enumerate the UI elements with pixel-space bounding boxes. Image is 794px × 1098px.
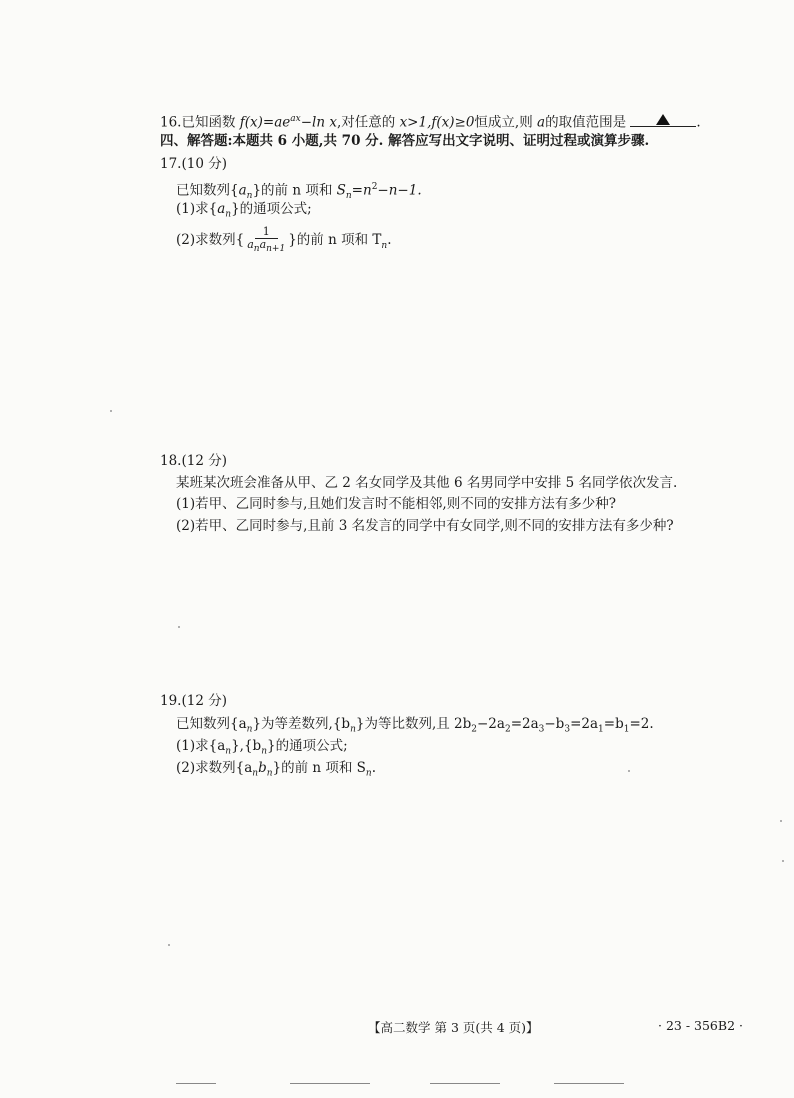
question-19-stem: 已知数列$\{a_n\}$为等差数列$,\{b_n\}$为等比数列,且 $2b_2-2a_2=2a_3-b_3=2a_1=b_1=2$. (176, 716, 654, 735)
triangle-icon (656, 114, 670, 125)
question-17-stem: 已知数列$\{a_n\}$的前 n 项和 $S_n=n^2-n-1$. (176, 182, 422, 202)
question-number: 16. (160, 114, 182, 131)
scan-speck (628, 770, 630, 772)
question-18-part-2: (2)若甲、乙同时参与,且前 3 名发言的同学中有女同学,则不同的安排方法有多少种? (176, 518, 674, 534)
answer-blank[interactable] (630, 112, 696, 127)
exam-code: · 23 - 356B2 · (658, 1018, 743, 1033)
scan-line (554, 1083, 624, 1084)
scan-speck (780, 820, 782, 822)
scan-speck (168, 944, 170, 946)
question-18-stem: 某班某次班会准备从甲、乙 2 名女同学及其他 6 名男同学中安排 5 名同学依次发言. (176, 475, 678, 491)
question-19-header: 19.(12 分) (160, 693, 227, 709)
scan-speck (178, 626, 180, 628)
question-18-header: 18.(12 分) (160, 453, 227, 469)
question-19-part-1: (1)求$\{a_n\},\{b_n\}$的通项公式; (176, 738, 348, 757)
scan-line (430, 1083, 500, 1084)
question-18-part-1: (1)若甲、乙同时参与,且她们发言时不能相邻,则不同的安排方法有多少种? (176, 496, 616, 512)
question-16: 16.已知函数 $f(x)=ae^{ax}-\ln$ x,对任意的 x>1,f(x)≥0恒成立,则 a的取值范围是 . (160, 110, 701, 132)
section-heading: 四、解答题:本题共 6 小题,共 70 分. 解答应写出文字说明、证明过程或演算步骤. (160, 133, 650, 149)
question-17-header: 17.(10 分) (160, 156, 227, 172)
page-footer: 【高二数学 第 3 页(共 4 页)】 (368, 1020, 539, 1035)
question-17-part-1: (1)求$\{a_n\}$的通项公式; (176, 201, 312, 220)
question-19-part-2: (2)求数列$\{a_nb_n\}$的前 n 项和 $S_n$. (176, 760, 377, 779)
scan-line (290, 1083, 370, 1084)
fraction: $\frac{1}{a_na_{n+1}}$ (247, 225, 286, 255)
scan-line (176, 1083, 216, 1084)
question-17-part-2: (2)求数列{ $\frac{1}{a_na_{n+1}}$ }的前 n 项和 $T_n$. (176, 225, 392, 255)
scan-speck (782, 860, 784, 862)
scan-speck (110, 410, 112, 412)
